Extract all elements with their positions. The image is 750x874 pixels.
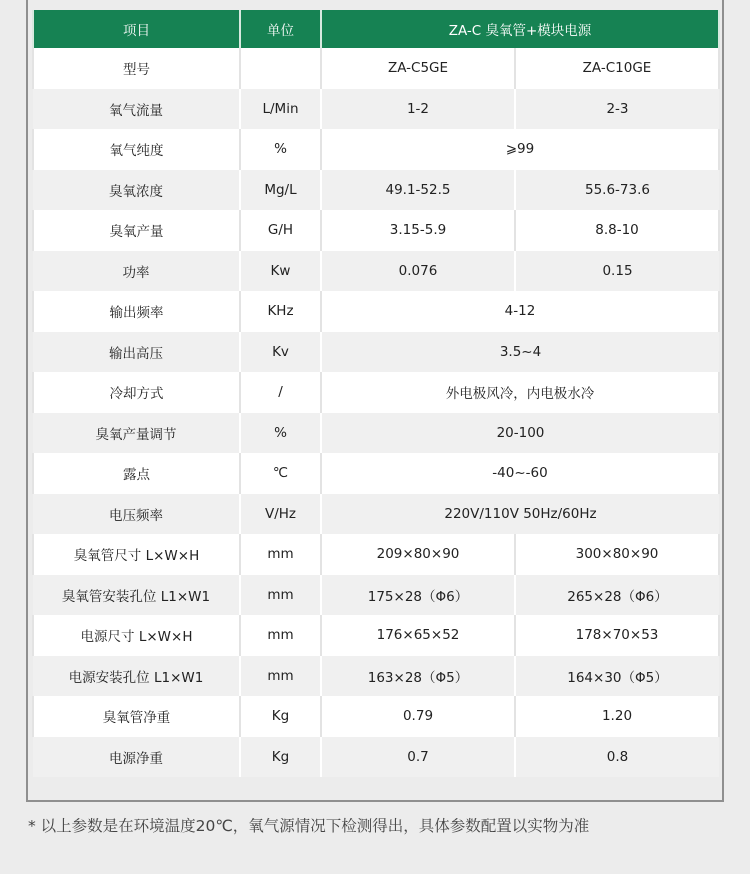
cell-unit: %	[240, 129, 321, 170]
cell-value-merged: 外电极风冷，内电极水冷	[321, 372, 719, 413]
cell-unit: mm	[240, 534, 321, 575]
cell-item: 输出高压	[33, 332, 240, 373]
cell-value-c5ge: 175×28（Φ6）	[321, 575, 515, 616]
table-body	[33, 48, 719, 777]
table-row	[33, 696, 719, 737]
cell-item: 输出频率	[33, 291, 240, 332]
cell-value-merged: ⩾99	[321, 129, 719, 170]
cell-value-merged: 3.5~4	[321, 332, 719, 373]
cell-value-merged: 220V/110V 50Hz/60Hz	[321, 494, 719, 535]
cell-value-c5ge: 1-2	[321, 89, 515, 130]
table-row	[33, 291, 719, 332]
cell-value-c10ge: 8.8-10	[515, 210, 719, 251]
cell-item: 臭氧产量调节	[33, 413, 240, 454]
cell-item: 露点	[33, 453, 240, 494]
cell-value-c10ge: 1.20	[515, 696, 719, 737]
cell-value-c5ge: 0.79	[321, 696, 515, 737]
cell-item: 电源净重	[33, 737, 240, 778]
cell-unit	[240, 48, 321, 89]
table-row	[33, 534, 719, 575]
cell-value-c5ge: 209×80×90	[321, 534, 515, 575]
cell-unit: /	[240, 372, 321, 413]
cell-item: 臭氧管安装孔位 L1×W1	[33, 575, 240, 616]
cell-unit: L/Min	[240, 89, 321, 130]
cell-unit: %	[240, 413, 321, 454]
cell-value-c10ge: 55.6-73.6	[515, 170, 719, 211]
cell-value-c10ge: 300×80×90	[515, 534, 719, 575]
cell-unit: mm	[240, 615, 321, 656]
table-row	[33, 737, 719, 778]
table-row	[33, 413, 719, 454]
header-item: 项目	[33, 10, 240, 48]
cell-item: 电源尺寸 L×W×H	[33, 615, 240, 656]
table-row	[33, 453, 719, 494]
cell-value-c5ge: ZA-C5GE	[321, 48, 515, 89]
cell-value-c5ge: 0.076	[321, 251, 515, 292]
cell-unit: Kv	[240, 332, 321, 373]
table-header-row	[33, 10, 719, 48]
cell-value-c10ge: 0.15	[515, 251, 719, 292]
cell-value-merged: 4-12	[321, 291, 719, 332]
table-row	[33, 89, 719, 130]
cell-item: 氧气纯度	[33, 129, 240, 170]
cell-value-c10ge: 2-3	[515, 89, 719, 130]
table-row	[33, 251, 719, 292]
cell-item: 氧气流量	[33, 89, 240, 130]
cell-unit: Kw	[240, 251, 321, 292]
cell-value-merged: 20-100	[321, 413, 719, 454]
cell-unit: V/Hz	[240, 494, 321, 535]
table-row	[33, 494, 719, 535]
cell-item: 电源安装孔位 L1×W1	[33, 656, 240, 697]
cell-unit: Mg/L	[240, 170, 321, 211]
table-row	[33, 575, 719, 616]
cell-value-c10ge: ZA-C10GE	[515, 48, 719, 89]
header-product: ZA-C 臭氧管+模块电源	[321, 10, 719, 48]
table-row	[33, 656, 719, 697]
table-row	[33, 129, 719, 170]
cell-value-c5ge: 163×28（Φ5）	[321, 656, 515, 697]
table-row	[33, 210, 719, 251]
cell-item: 功率	[33, 251, 240, 292]
cell-unit: Kg	[240, 696, 321, 737]
cell-unit: Kg	[240, 737, 321, 778]
table-row	[33, 170, 719, 211]
table-row	[33, 372, 719, 413]
cell-item: 臭氧产量	[33, 210, 240, 251]
header-unit: 单位	[240, 10, 321, 48]
cell-unit: KHz	[240, 291, 321, 332]
cell-item: 臭氧管净重	[33, 696, 240, 737]
table-row	[33, 48, 719, 89]
cell-value-c10ge: 178×70×53	[515, 615, 719, 656]
cell-value-c10ge: 164×30（Φ5）	[515, 656, 719, 697]
cell-item: 臭氧浓度	[33, 170, 240, 211]
cell-value-c5ge: 0.7	[321, 737, 515, 778]
table-row	[33, 332, 719, 373]
cell-value-merged: -40~-60	[321, 453, 719, 494]
cell-item: 电压频率	[33, 494, 240, 535]
table-row	[33, 615, 719, 656]
footnote: * 以上参数是在环境温度20℃，氧气源情况下检测得出，具体参数配置以实物为准	[28, 817, 590, 835]
cell-unit: G/H	[240, 210, 321, 251]
cell-value-c5ge: 176×65×52	[321, 615, 515, 656]
cell-item: 型号	[33, 48, 240, 89]
spec-table	[32, 10, 720, 777]
cell-item: 臭氧管尺寸 L×W×H	[33, 534, 240, 575]
cell-unit: mm	[240, 575, 321, 616]
cell-value-c10ge: 265×28（Φ6）	[515, 575, 719, 616]
cell-value-c10ge: 0.8	[515, 737, 719, 778]
cell-unit: mm	[240, 656, 321, 697]
cell-item: 冷却方式	[33, 372, 240, 413]
cell-value-c5ge: 3.15-5.9	[321, 210, 515, 251]
cell-unit: ℃	[240, 453, 321, 494]
cell-value-c5ge: 49.1-52.5	[321, 170, 515, 211]
